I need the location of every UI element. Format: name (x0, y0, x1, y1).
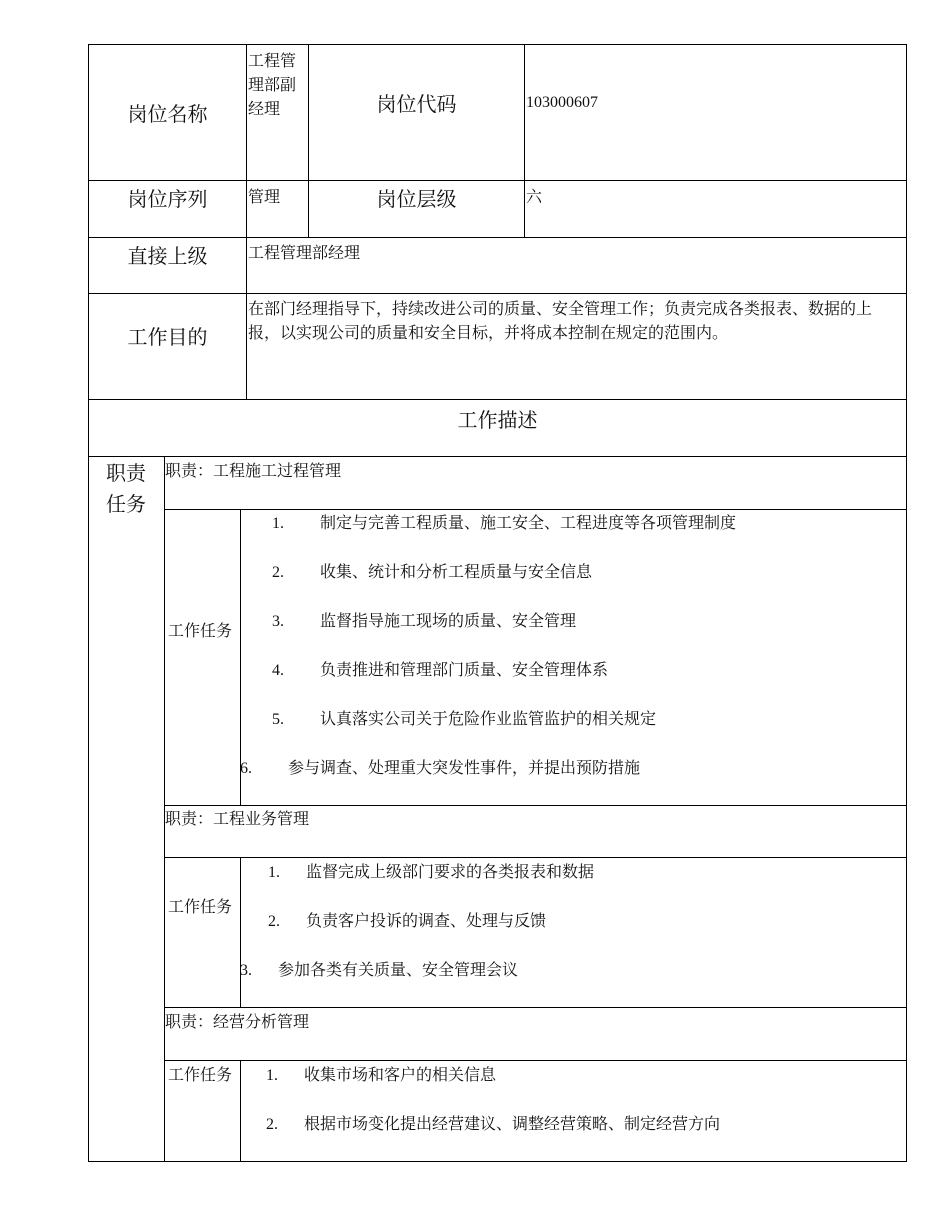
post-level-label: 岗位层级 (376, 188, 457, 211)
border-line (246, 44, 247, 400)
border-line (240, 857, 241, 1008)
task-item: 5. 认真落实公司关于危险作业监管监护的相关规定 (272, 711, 657, 728)
task-label: 工作任务 (168, 899, 233, 916)
job-description-table (88, 44, 907, 1162)
task-item: 3. 参加各类有关质量、安全管理会议 (240, 962, 519, 979)
post-name-value: 工程管理部副经理 (248, 53, 297, 118)
duty-title: 职责：工程业务管理 (165, 811, 310, 828)
task-item: 2. 收集、统计和分析工程质量与安全信息 (272, 564, 593, 581)
task-item: 3. 监督指导施工现场的质量、安全管理 (272, 613, 577, 630)
purpose-label: 工作目的 (127, 326, 208, 349)
task-item: 1. 收集市场和客户的相关信息 (266, 1067, 497, 1084)
duties-label: 职责任务 (106, 463, 146, 516)
border-line (164, 857, 907, 858)
border-line (164, 1060, 907, 1061)
border-line (164, 1007, 907, 1008)
task-item: 4. 负责推进和管理部门质量、安全管理体系 (272, 662, 609, 679)
superior-value: 工程管理部经理 (248, 245, 361, 262)
border-line (164, 509, 907, 510)
purpose-value: 在部门经理指导下，持续改进公司的质量、安全管理工作；负责完成各类报表、数据的上报，以实现公司的质量和安全目标，并将成本控制在规定的范围内。 (248, 301, 873, 342)
task-label: 工作任务 (168, 623, 233, 640)
post-name-label: 岗位名称 (127, 104, 208, 126)
post-series-label: 岗位序列 (127, 188, 208, 211)
border-line (164, 805, 907, 806)
border-line (906, 44, 907, 1162)
post-code-label: 岗位代码 (376, 94, 457, 116)
duty-title: 职责：工程施工过程管理 (165, 463, 342, 480)
post-level-value: 六 (526, 189, 543, 206)
task-item: 1. 监督完成上级部门要求的各类报表和数据 (268, 864, 595, 881)
task-item: 6. 参与调查、处理重大突发性事件，并提出预防措施 (240, 760, 641, 777)
superior-label: 直接上级 (127, 245, 208, 268)
border-line (524, 44, 525, 238)
border-line (88, 456, 907, 457)
duty-title: 职责：经营分析管理 (165, 1014, 310, 1031)
border-line (88, 1161, 907, 1162)
post-series-value: 管理 (248, 189, 281, 206)
task-item: 1. 制定与完善工程质量、施工安全、工程进度等各项管理制度 (272, 515, 737, 532)
task-label: 工作任务 (168, 1067, 233, 1084)
post-code-value: 103000607 (526, 94, 598, 111)
border-line (240, 1060, 241, 1162)
task-item: 2. 负责客户投诉的调查、处理与反馈 (268, 913, 547, 930)
work-description-title: 工作描述 (457, 409, 538, 432)
task-item: 2. 根据市场变化提出经营建议、调整经营策略、制定经营方向 (266, 1116, 721, 1133)
